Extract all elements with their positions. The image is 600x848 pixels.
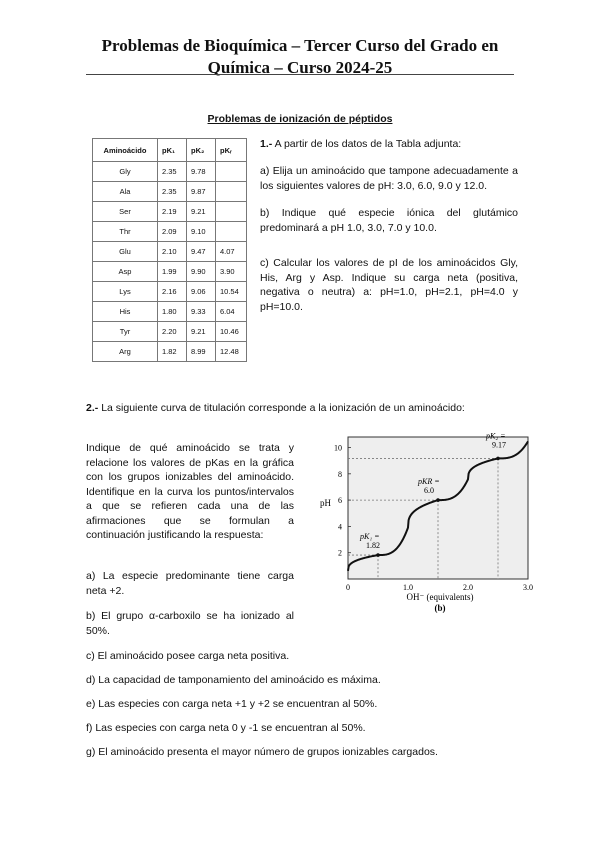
x-tick: 3.0 [523,583,533,592]
cell-pkr: 10.54 [216,282,247,302]
cell-pkr: 4.07 [216,242,247,262]
cell-aminoacid: His [93,302,158,322]
cell-aminoacid: Tyr [93,322,158,342]
q2-f: f) Las especies con carga neta 0 y -1 se encuentran al 50%. [86,722,366,734]
y-tick: 4 [338,522,342,532]
header-line-2: Química – Curso 2024-25 [207,58,393,77]
cell-aminoacid: Thr [93,222,158,242]
y-tick: 8 [338,469,342,479]
table-row [93,282,247,302]
cell-pk1: 2.09 [158,222,187,242]
x-tick: 0 [346,583,350,592]
cell-pk1: 1.99 [158,262,187,282]
x-tick-labels [346,583,533,592]
table-row [93,222,247,242]
cell-pk2: 9.10 [187,222,216,242]
cell-aminoacid: Ser [93,202,158,222]
cell-aminoacid: Asp [93,262,158,282]
table-row [93,302,247,322]
pk1-value: 1.82 [366,541,380,551]
cell-pkr [216,202,247,222]
cell-aminoacid: Lys [93,282,158,302]
table-row [93,242,247,262]
q1-intro: 1.- A partir de los datos de la Tabla adjunta: [260,138,462,150]
q2-b: b) El grupo α-carboxilo se ha ionizado al 50%. [86,610,294,637]
table-row [93,202,247,222]
y-tick: 2 [338,548,342,558]
col-pkr: pKᵣ [216,139,247,162]
q1-c: c) Calcular los valores de pI de los aminoácidos Gly, His, Arg y Asp. Indique su carga neta (positiva, negativa o neutra) a: pH=1.0, pH=2.1, pH=4.0 y pH=10.0. [260,257,518,313]
header-rule [86,74,514,75]
pk1-label: pK₁ = [360,532,380,542]
col-aminoacido: Aminoácido [93,139,158,162]
cell-pk1: 2.35 [158,162,187,182]
cell-pk1: 2.19 [158,202,187,222]
header-line-1: Problemas de Bioquímica – Tercer Curso del Grado en [101,36,499,55]
cell-pkr: 10.46 [216,322,247,342]
table-row [93,342,247,362]
pka-table [92,138,247,362]
cell-pkr: 3.90 [216,262,247,282]
q1-a: a) Elija un aminoácido que tampone adecuadamente a los siguientes valores de pH: 3.0, 6.0, 9.0 y 12.0. [260,165,518,192]
cell-pkr: 12.48 [216,342,247,362]
pk2-label: pK₂ = [486,433,506,441]
y-tick: 10 [334,443,342,453]
cell-pkr [216,162,247,182]
pkr-point [436,498,440,502]
cell-pk1: 1.80 [158,302,187,322]
table-row [93,162,247,182]
pkr-value: 6.0 [424,486,434,496]
cell-pk2: 9.90 [187,262,216,282]
pkr-label: pKR = [418,477,440,487]
cell-pk2: 9.21 [187,322,216,342]
cell-pkr [216,222,247,242]
panel-label: (b) [434,603,446,613]
cell-pk2: 9.87 [187,182,216,202]
cell-pk1: 2.35 [158,182,187,202]
cell-pkr: 6.04 [216,302,247,322]
cell-pk2: 8.99 [187,342,216,362]
y-axis-label: pH [320,498,331,508]
col-pk1: pK₁ [158,139,187,162]
cell-pk2: 9.33 [187,302,216,322]
section-title: Problemas de ionización de péptidos [207,113,393,125]
x-tick: 1.0 [403,583,413,592]
cell-pk2: 9.21 [187,202,216,222]
pk1-point [376,553,380,557]
y-tick: 6 [338,496,342,506]
q2-e: e) Las especies con carga neta +1 y +2 se encuentran al 50%. [86,698,378,710]
cell-aminoacid: Arg [93,342,158,362]
q1-b: b) Indique qué especie iónica del glutámico predominará a pH 1.0, 3.0, 7.0 y 10.0. [260,207,518,234]
table-row [93,322,247,342]
pk2-value: 9.17 [492,440,506,450]
q2-intro: 2.- La siguiente curva de titulación corresponde a la ionización de un aminoácido: [86,402,465,414]
q2-c: c) El aminoácido posee carga neta positiva. [86,650,290,662]
cell-pk1: 2.20 [158,322,187,342]
col-pk2: pK₂ [187,139,216,162]
cell-aminoacid: Gly [93,162,158,182]
x-axis-label: OH⁻ (equivalents) [406,592,474,602]
cell-pk2: 9.47 [187,242,216,262]
q2-a: a) La especie predominante tiene carga neta +2. [86,570,294,597]
cell-aminoacid: Glu [93,242,158,262]
cell-pk1: 2.10 [158,242,187,262]
q2-g: g) El aminoácido presenta el mayor número de grupos ionizables cargados. [86,746,438,758]
cell-pk2: 9.06 [187,282,216,302]
cell-pk1: 2.16 [158,282,187,302]
titration-chart [318,433,533,613]
x-tick: 2.0 [463,583,473,592]
pk2-point [496,457,500,461]
q2-d: d) La capacidad de tamponamiento del aminoácido es máxima. [86,674,381,686]
table-header-row [93,139,247,162]
table-row [93,262,247,282]
cell-aminoacid: Ala [93,182,158,202]
q2-text: Indique de qué aminoácido se trata y relacione los valores de pKas en la gráfica con los grupos ionizables del aminoácido. Identifique en la curva los puntos/intervalos a que se refieren cada una de las afirmaciones que se formulan a continuación justificando la respuesta: [86,442,294,541]
cell-pk1: 1.82 [158,342,187,362]
cell-pkr [216,182,247,202]
cell-pk2: 9.78 [187,162,216,182]
table-row [93,182,247,202]
